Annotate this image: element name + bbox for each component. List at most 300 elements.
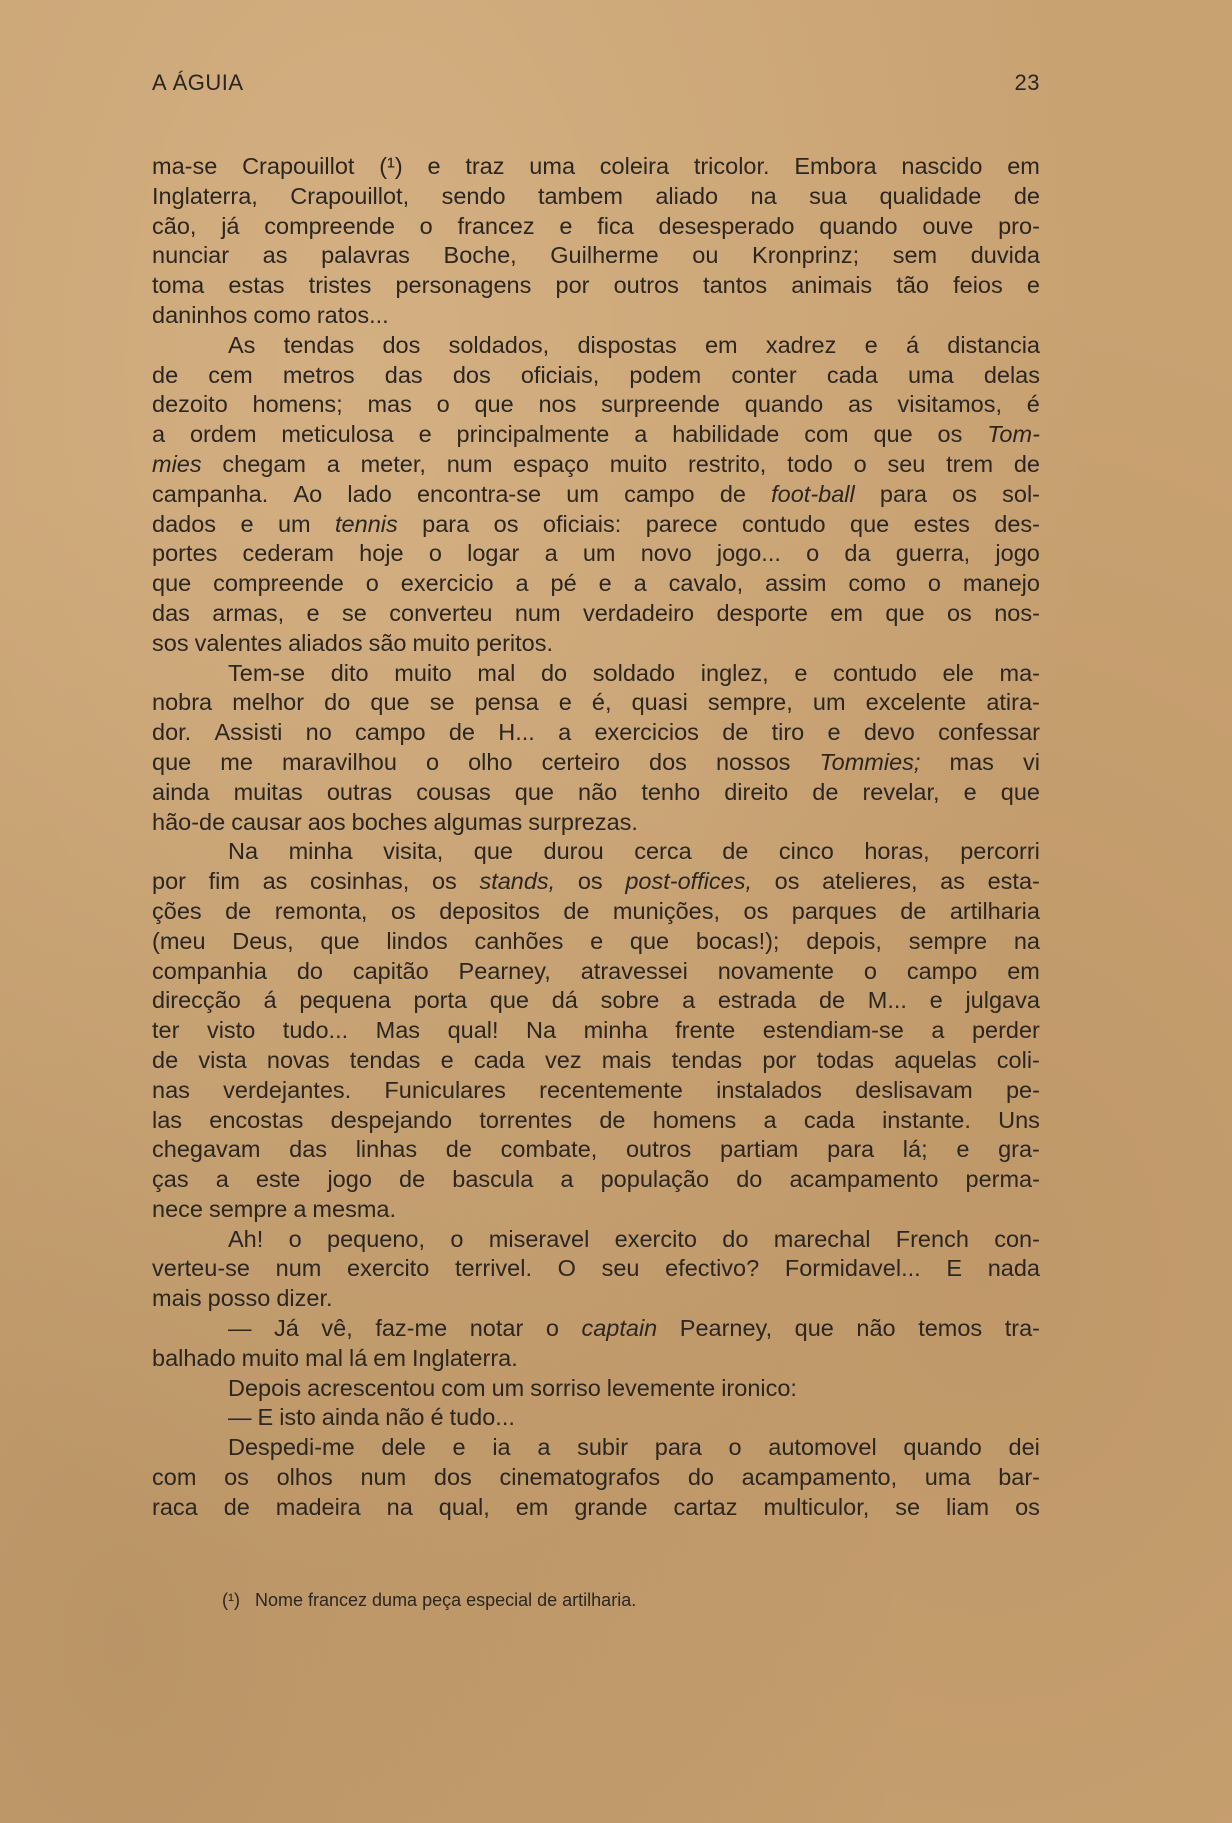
word: mal (305, 1344, 343, 1371)
word: e (452, 1434, 466, 1461)
word: O (557, 1255, 576, 1282)
word: as (262, 242, 288, 269)
text-line (152, 1493, 1040, 1523)
word: instante. (882, 1106, 971, 1133)
word: olho (468, 748, 513, 775)
word: lado (347, 480, 392, 507)
word: que (370, 689, 410, 716)
word: aliados (288, 629, 363, 656)
word: de (445, 1136, 472, 1163)
word: e (559, 212, 573, 239)
word: pe- (1005, 1076, 1040, 1103)
word: a (634, 421, 648, 448)
word: campo (624, 480, 695, 507)
word: jogo... (716, 540, 781, 567)
word: os (431, 868, 457, 895)
word: e (590, 927, 604, 954)
word: um (277, 510, 311, 537)
word: do (687, 1464, 714, 1491)
word: miseravel (488, 1225, 590, 1252)
word: população (600, 1166, 710, 1193)
word: frente (675, 1017, 736, 1044)
word: desesperado (658, 212, 795, 239)
word: Inglaterra, (152, 182, 258, 209)
word: depois, (806, 927, 882, 954)
word: sempre (208, 1195, 288, 1222)
word: faz-me (375, 1315, 448, 1342)
word: qualidade (879, 182, 982, 209)
word: no (305, 719, 332, 746)
word: inglez, (700, 659, 769, 686)
word: sempre, (707, 689, 793, 716)
word: de (719, 480, 746, 507)
word: dá (551, 987, 578, 1014)
word: dor. (152, 719, 192, 746)
text-line (152, 1314, 1040, 1344)
word: Na (526, 1017, 557, 1044)
text-line (152, 778, 1040, 808)
word: percorri (960, 838, 1040, 865)
word: cão, (152, 212, 197, 239)
word: que (885, 599, 925, 626)
word: chegam (222, 450, 306, 477)
word: cousas (416, 778, 491, 805)
word: e (598, 570, 612, 597)
word: não (856, 1315, 896, 1342)
text-line (152, 1195, 1040, 1225)
word: para (879, 480, 927, 507)
word: que (473, 838, 513, 865)
word: lá; (902, 1136, 928, 1163)
word: daninhos (152, 301, 248, 328)
word: o (365, 570, 379, 597)
word: Despedi-me (228, 1434, 355, 1461)
word: vê, (321, 1315, 353, 1342)
word: dos (452, 361, 491, 388)
word: hoje (359, 540, 404, 567)
word: verdadeiro (582, 599, 695, 626)
word: os (1015, 1493, 1040, 1520)
word: a (544, 540, 558, 567)
text-line (152, 1254, 1040, 1284)
word: sendo (441, 182, 506, 209)
word: traz (465, 153, 505, 179)
word: ou (692, 242, 719, 269)
word: o (288, 1225, 302, 1252)
text-line (152, 1284, 1040, 1314)
word: e (427, 153, 441, 179)
word: estrada (717, 987, 797, 1014)
word: surpreende (601, 391, 720, 418)
text-line (152, 1106, 1040, 1136)
word: madeira (275, 1493, 361, 1520)
word: animais (791, 272, 873, 299)
word: porta (413, 987, 468, 1014)
word: a (152, 421, 166, 448)
word: visitamos, (897, 391, 1003, 418)
word: se (342, 599, 367, 626)
word: Embora (794, 153, 877, 179)
text-line (152, 1135, 1040, 1165)
word: ouve (922, 212, 974, 239)
word: dispostas (577, 331, 677, 358)
word: pequeno, (327, 1225, 426, 1252)
word: tenho (641, 778, 701, 805)
word: um (812, 689, 846, 716)
word: meticulosa (281, 421, 394, 448)
word: desporte (716, 599, 808, 626)
word: uma (924, 1464, 971, 1491)
word: tricolor. (693, 153, 770, 179)
word: qual, (438, 1493, 490, 1520)
word: cada (803, 1106, 855, 1133)
word: bascula (452, 1166, 534, 1193)
word: num (360, 1464, 407, 1491)
word: canhões (474, 927, 564, 954)
word: revelar, (862, 778, 940, 805)
word: tristes (308, 272, 372, 299)
word: por (152, 868, 186, 895)
word: dele (381, 1434, 426, 1461)
word: outras (326, 778, 393, 805)
text-line (152, 182, 1040, 212)
word: posso (207, 1285, 271, 1312)
word: cinematografos (499, 1464, 661, 1491)
word: com (152, 1464, 197, 1491)
word: estes (913, 510, 970, 537)
word: as (262, 868, 288, 895)
word: mal (477, 659, 516, 686)
word: ter (152, 1017, 180, 1044)
text-line (152, 1463, 1040, 1493)
word: dos (649, 748, 687, 775)
text-line (152, 390, 1040, 420)
word: pequena (299, 987, 391, 1014)
word: encontra-se (416, 480, 542, 507)
word: converteu (389, 599, 493, 626)
word: M... (867, 987, 907, 1014)
word: a (931, 1017, 945, 1044)
word: num (514, 599, 561, 626)
word: Funiculares (384, 1076, 506, 1103)
word: Depois (228, 1374, 302, 1401)
word: remonta, (274, 897, 368, 924)
footnote-text: Nome francez duma peça especial de artilharia. (255, 1590, 637, 1610)
word: na (750, 182, 777, 209)
text-line (152, 808, 1040, 838)
word: de (399, 1166, 426, 1193)
word: Já (274, 1315, 299, 1342)
word: marechal (773, 1225, 871, 1252)
word: e (440, 1046, 454, 1073)
word: nada (987, 1255, 1040, 1282)
word: — (228, 1315, 252, 1342)
word: hão-de (152, 808, 226, 835)
word: direito (724, 778, 789, 805)
word: do (722, 1225, 749, 1252)
word: devo (863, 719, 915, 746)
word: isto (279, 1404, 316, 1431)
word: e (827, 719, 841, 746)
word: mais (601, 1046, 652, 1073)
word: E (257, 1404, 274, 1431)
word: tão (896, 272, 929, 299)
word: gra- (998, 1136, 1040, 1163)
text-line (152, 450, 1040, 480)
word: cerca (634, 838, 692, 865)
text-line (152, 688, 1040, 718)
word: com (441, 1374, 486, 1401)
word: instalados (716, 1076, 822, 1103)
word: delas (983, 361, 1040, 388)
word: causar (231, 808, 302, 835)
word: em (830, 599, 863, 626)
word: Boche, (443, 242, 517, 269)
word: pro- (998, 212, 1040, 239)
word: tendas (283, 331, 355, 358)
text-line (152, 659, 1040, 689)
word: captain (581, 1315, 658, 1342)
word: os (774, 868, 800, 895)
word: jogo (995, 540, 1040, 567)
word: muito (241, 1344, 300, 1371)
word: o (863, 957, 877, 984)
word: cinco (778, 838, 834, 865)
word: homens (652, 1106, 737, 1133)
text-line (152, 1046, 1040, 1076)
word: todo (787, 450, 833, 477)
word: personagens (395, 272, 532, 299)
word: o (450, 1225, 464, 1252)
word: cartaz (673, 1493, 738, 1520)
word: sorriso (530, 1374, 601, 1401)
word: em (373, 1344, 406, 1371)
text-line (152, 927, 1040, 957)
word: minha (583, 1017, 648, 1044)
word: oficiais, (520, 361, 600, 388)
word: novamente (717, 957, 834, 984)
text-line (152, 420, 1040, 450)
word: sol- (1002, 480, 1040, 507)
text-line (152, 539, 1040, 569)
word: a (293, 1195, 307, 1222)
word: E (946, 1255, 963, 1282)
word: Crapouillot, (290, 182, 410, 209)
word: que (489, 987, 530, 1014)
word: para (827, 1136, 875, 1163)
journal-title: A ÁGUIA (152, 70, 244, 95)
word: acampamento, (741, 1464, 898, 1491)
word: em (704, 331, 738, 358)
word: balhado (152, 1344, 236, 1371)
word: feios (953, 272, 1003, 299)
word: de (563, 897, 590, 924)
word: coli- (996, 1046, 1040, 1073)
word: das (384, 361, 423, 388)
word: boches (351, 808, 428, 835)
word: post-offices, (625, 868, 753, 895)
word: das (289, 1136, 328, 1163)
word: os (493, 510, 519, 537)
word: e (929, 987, 943, 1014)
running-head (152, 70, 1040, 102)
word: quasi (631, 689, 688, 716)
word: notar (469, 1315, 524, 1342)
word: manejo (962, 570, 1040, 597)
word: ele (942, 659, 974, 686)
word: ainda (321, 1404, 380, 1431)
word: metros (282, 361, 355, 388)
word: compreende (213, 570, 344, 597)
word: novo (640, 540, 692, 567)
word: nunciar (152, 242, 230, 269)
word: recentemente (539, 1076, 683, 1103)
word: espaço (513, 450, 589, 477)
word: valentes (194, 629, 283, 656)
word: os (224, 1464, 249, 1491)
text-line (152, 1076, 1040, 1106)
word: o (428, 540, 442, 567)
word: exercito (614, 1225, 697, 1252)
word: munições, (612, 897, 721, 924)
word: foot-ball (771, 480, 855, 507)
word: de (599, 1106, 626, 1133)
word: (meu (152, 927, 206, 954)
word: subir (577, 1434, 629, 1461)
word: em (515, 1493, 549, 1520)
word: que (850, 510, 890, 537)
word: levemente (606, 1374, 716, 1401)
word: aliado (655, 182, 719, 209)
word: todas (816, 1046, 875, 1073)
word: os (390, 897, 416, 924)
word: Tom- (987, 421, 1040, 448)
word: os (577, 868, 603, 895)
word: Guilherme (550, 242, 659, 269)
word: se (895, 1493, 921, 1520)
word: parques (791, 897, 877, 924)
word: os (946, 599, 972, 626)
word: do (540, 659, 568, 686)
word: visita, (383, 838, 444, 865)
word: direcção (152, 987, 241, 1014)
word: que (1000, 778, 1040, 805)
word: e (794, 659, 808, 686)
body-text (152, 152, 1040, 1523)
word: Formidavel... (784, 1255, 921, 1282)
word: depositos (439, 897, 540, 924)
word: cederam (242, 540, 334, 567)
word: o (425, 748, 440, 775)
word: são (368, 629, 407, 656)
word: tendas (671, 1046, 743, 1073)
word: liam (946, 1493, 990, 1520)
word: meter, (360, 450, 426, 477)
word: guerra, (895, 540, 971, 567)
text-line (152, 1403, 1040, 1433)
word: dos (382, 331, 421, 358)
text-line (152, 1344, 1040, 1374)
word: Tem-se (228, 659, 306, 686)
word: portes (152, 540, 218, 567)
text-line (152, 152, 1040, 182)
text-line (152, 986, 1040, 1016)
word: mas (367, 391, 412, 418)
text-line (152, 301, 1040, 331)
word: que (629, 927, 670, 954)
text-line (152, 1165, 1040, 1195)
word: outros (613, 272, 679, 299)
word: nascido (901, 153, 983, 179)
word: as (847, 391, 873, 418)
word: sempre (908, 927, 988, 954)
word: campanha. (152, 480, 269, 507)
word: a (633, 570, 647, 597)
text-line (152, 867, 1040, 897)
word: mies (152, 450, 202, 477)
word: deslisavam (855, 1076, 973, 1103)
word: de (223, 1493, 250, 1520)
word: atravessei (580, 957, 688, 984)
word: e (306, 599, 320, 626)
word: de (818, 987, 846, 1014)
word: efectivo? (665, 1255, 760, 1282)
word: das (152, 599, 190, 626)
word: novas (266, 1046, 330, 1073)
word: cem (208, 361, 253, 388)
word: fim (208, 868, 240, 895)
word: cavalo, (668, 570, 744, 597)
word: seu (601, 1255, 640, 1282)
word: Assisti (214, 719, 283, 746)
word: como (848, 570, 906, 597)
word: aquelas (894, 1046, 977, 1073)
word: duvida (970, 242, 1040, 269)
word: não (578, 778, 618, 805)
word: peritos. (475, 629, 554, 656)
word: que (320, 927, 360, 954)
word: toma (152, 272, 205, 299)
word: de (812, 778, 839, 805)
word: é (430, 1404, 444, 1431)
word: verteu-se (152, 1255, 250, 1282)
word: quando (903, 1434, 982, 1461)
word: horas, (864, 838, 930, 865)
word: o (927, 570, 941, 597)
word: a (763, 1106, 777, 1133)
word: campo (355, 719, 426, 746)
word: fica (597, 212, 634, 239)
word: me (220, 748, 253, 775)
word: uma (529, 153, 576, 179)
page-number: 23 (1014, 70, 1040, 95)
text-line (152, 629, 1040, 659)
word: de (152, 1046, 179, 1073)
word: é (1026, 391, 1040, 418)
word: logar (467, 540, 520, 567)
word: Deus, (232, 927, 294, 954)
word: e (864, 331, 878, 358)
word: a (515, 570, 529, 597)
word: parece (645, 510, 718, 537)
word: tendas (349, 1046, 421, 1073)
word: os (937, 421, 963, 448)
word: tennis (335, 510, 398, 537)
text-line (152, 241, 1040, 271)
text-line (152, 957, 1040, 987)
text-line (152, 1016, 1040, 1046)
word: Ah! (228, 1225, 264, 1252)
